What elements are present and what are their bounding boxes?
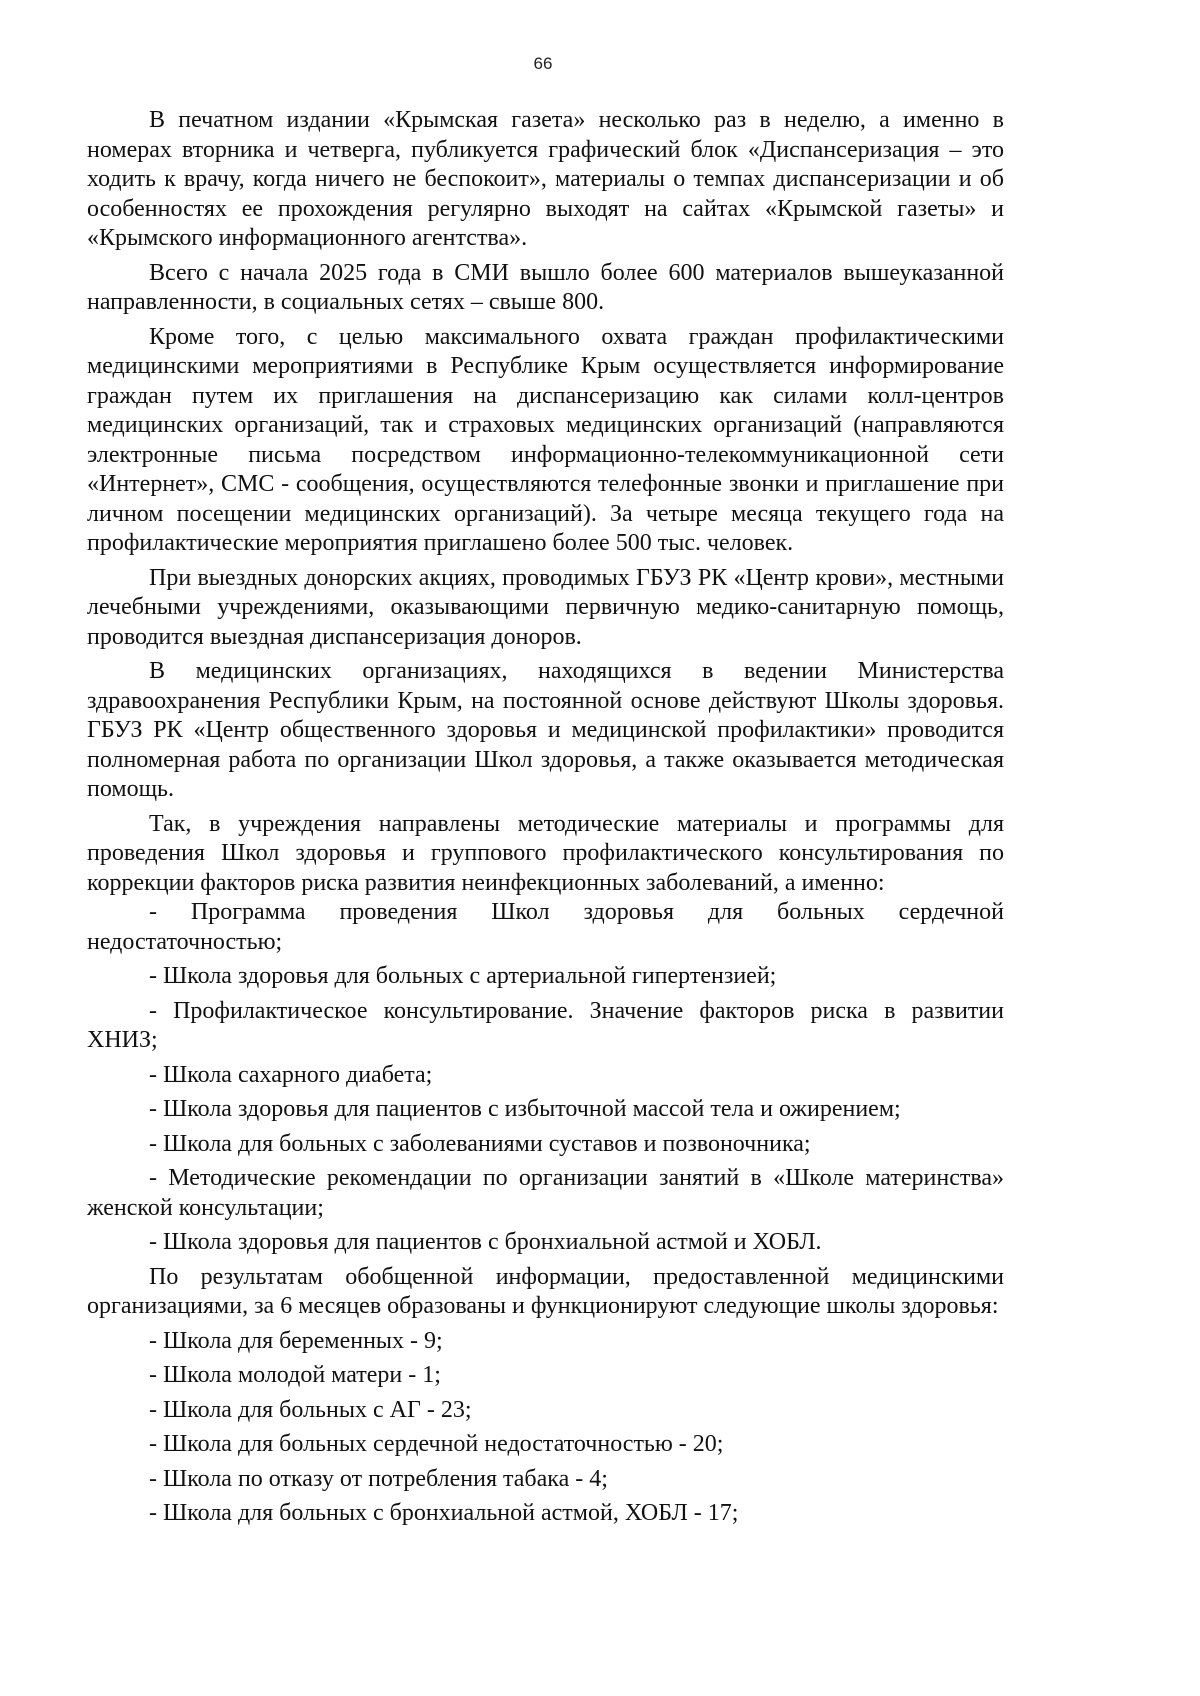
list-item: - Школа по отказу от потребления табака - 4;	[149, 1465, 608, 1492]
paragraph-media-count: Всего с начала 2025 года в СМИ вышло более 600 материалов вышеуказанной направленности, в социальных сетях – свыше 800.	[87, 259, 1004, 315]
list-item: - Школа здоровья для пациентов с бронхиальной астмой и ХОБЛ.	[149, 1229, 822, 1255]
list-item: - Школа для больных сердечной недостаточностью - 20;	[149, 1431, 724, 1457]
list-item: - Школа здоровья для пациентов с избыточной массой тела и ожирением;	[149, 1096, 901, 1122]
schools-list	[87, 1327, 1004, 1529]
paragraph-methodical-materials: Так, в учреждения направлены методические материалы и программы для проведения Школ здоровья и группового профилактического консультирования по коррекции факторов риска развития неинфекционных заболеваний, а именно:	[87, 810, 1004, 896]
paragraph-invitations: Кроме того, с целью максимального охвата граждан профилактическими медицинскими мероприятиями в Республике Крым осуществляется информирование граждан путем их приглашения на диспансеризацию как силами колл-центров медицинских организаций, так и страховых медицинских организаций (направляются электронные письма посредством информационно-телекоммуникационной сети «Интернет», СМС - сообщения, осуществляются телефонные звонки и приглашение при личном посещении медицинских организаций). За четыре месяца текущего года на профилактические мероприятия приглашено более 500 тыс. человек.	[87, 323, 1004, 556]
list-item: - Школа для беременных - 9;	[149, 1327, 443, 1354]
list-item: - Школа молодой матери - 1;	[149, 1362, 441, 1388]
list-item: - Программа проведения Школ здоровья для больных сердечной недостаточностью;	[87, 899, 1004, 955]
document-body	[87, 106, 1004, 1529]
list-item: - Методические рекомендации по организации занятий в «Школе материнства» женской консультации;	[87, 1165, 1004, 1221]
list-item: - Школа для больных с АГ - 23;	[149, 1396, 472, 1423]
list-item: - Школа сахарного диабета;	[149, 1061, 433, 1088]
paragraph-donor-actions: При выездных донорских акциях, проводимых ГБУЗ РК «Центр крови», местными лечебными учреждениями, оказывающими первичную медико-санитарную помощь, проводится выездная диспансеризация доноров.	[87, 564, 1004, 650]
list-item: - Школа для больных с заболеваниями суставов и позвоночника;	[149, 1130, 811, 1157]
page-number: 66	[533, 54, 553, 73]
list-item: - Профилактическое консультирование. Значение факторов риска в развитии ХНИЗ;	[87, 997, 1004, 1053]
paragraph-health-schools: В медицинских организациях, находящихся в ведении Министерства здравоохранения Республики Крым, на постоянной основе действуют Школы здоровья. ГБУЗ РК «Центр общественного здоровья и медицинской профилактики» проводится полномерная работа по организации Школ здоровья, а также оказывается методическая помощь.	[87, 658, 1004, 802]
list-item: - Школа для больных с бронхиальной астмой, ХОБЛ - 17;	[149, 1500, 739, 1526]
list-item: - Школа здоровья для больных с артериальной гипертензией;	[149, 963, 777, 989]
paragraph-crimean-gazette: В печатном издании «Крымская газета» несколько раз в неделю, а именно в номерах вторника и четверга, публикуется графический блок «Диспансеризация – это ходить к врачу, когда ничего не беспокоит», материалы о темпах диспансеризации и об особенностях ее прохождения регулярно выходят на сайтах «Крымской газеты» и «Крымского информационного агентства».	[87, 107, 1004, 251]
methodical-list	[87, 898, 1004, 1258]
paragraph-results: По результатам обобщенной информации, предоставленной медицинскими организациями, за 6 месяцев образованы и функционируют следующие школы здоровья:	[87, 1263, 1004, 1319]
